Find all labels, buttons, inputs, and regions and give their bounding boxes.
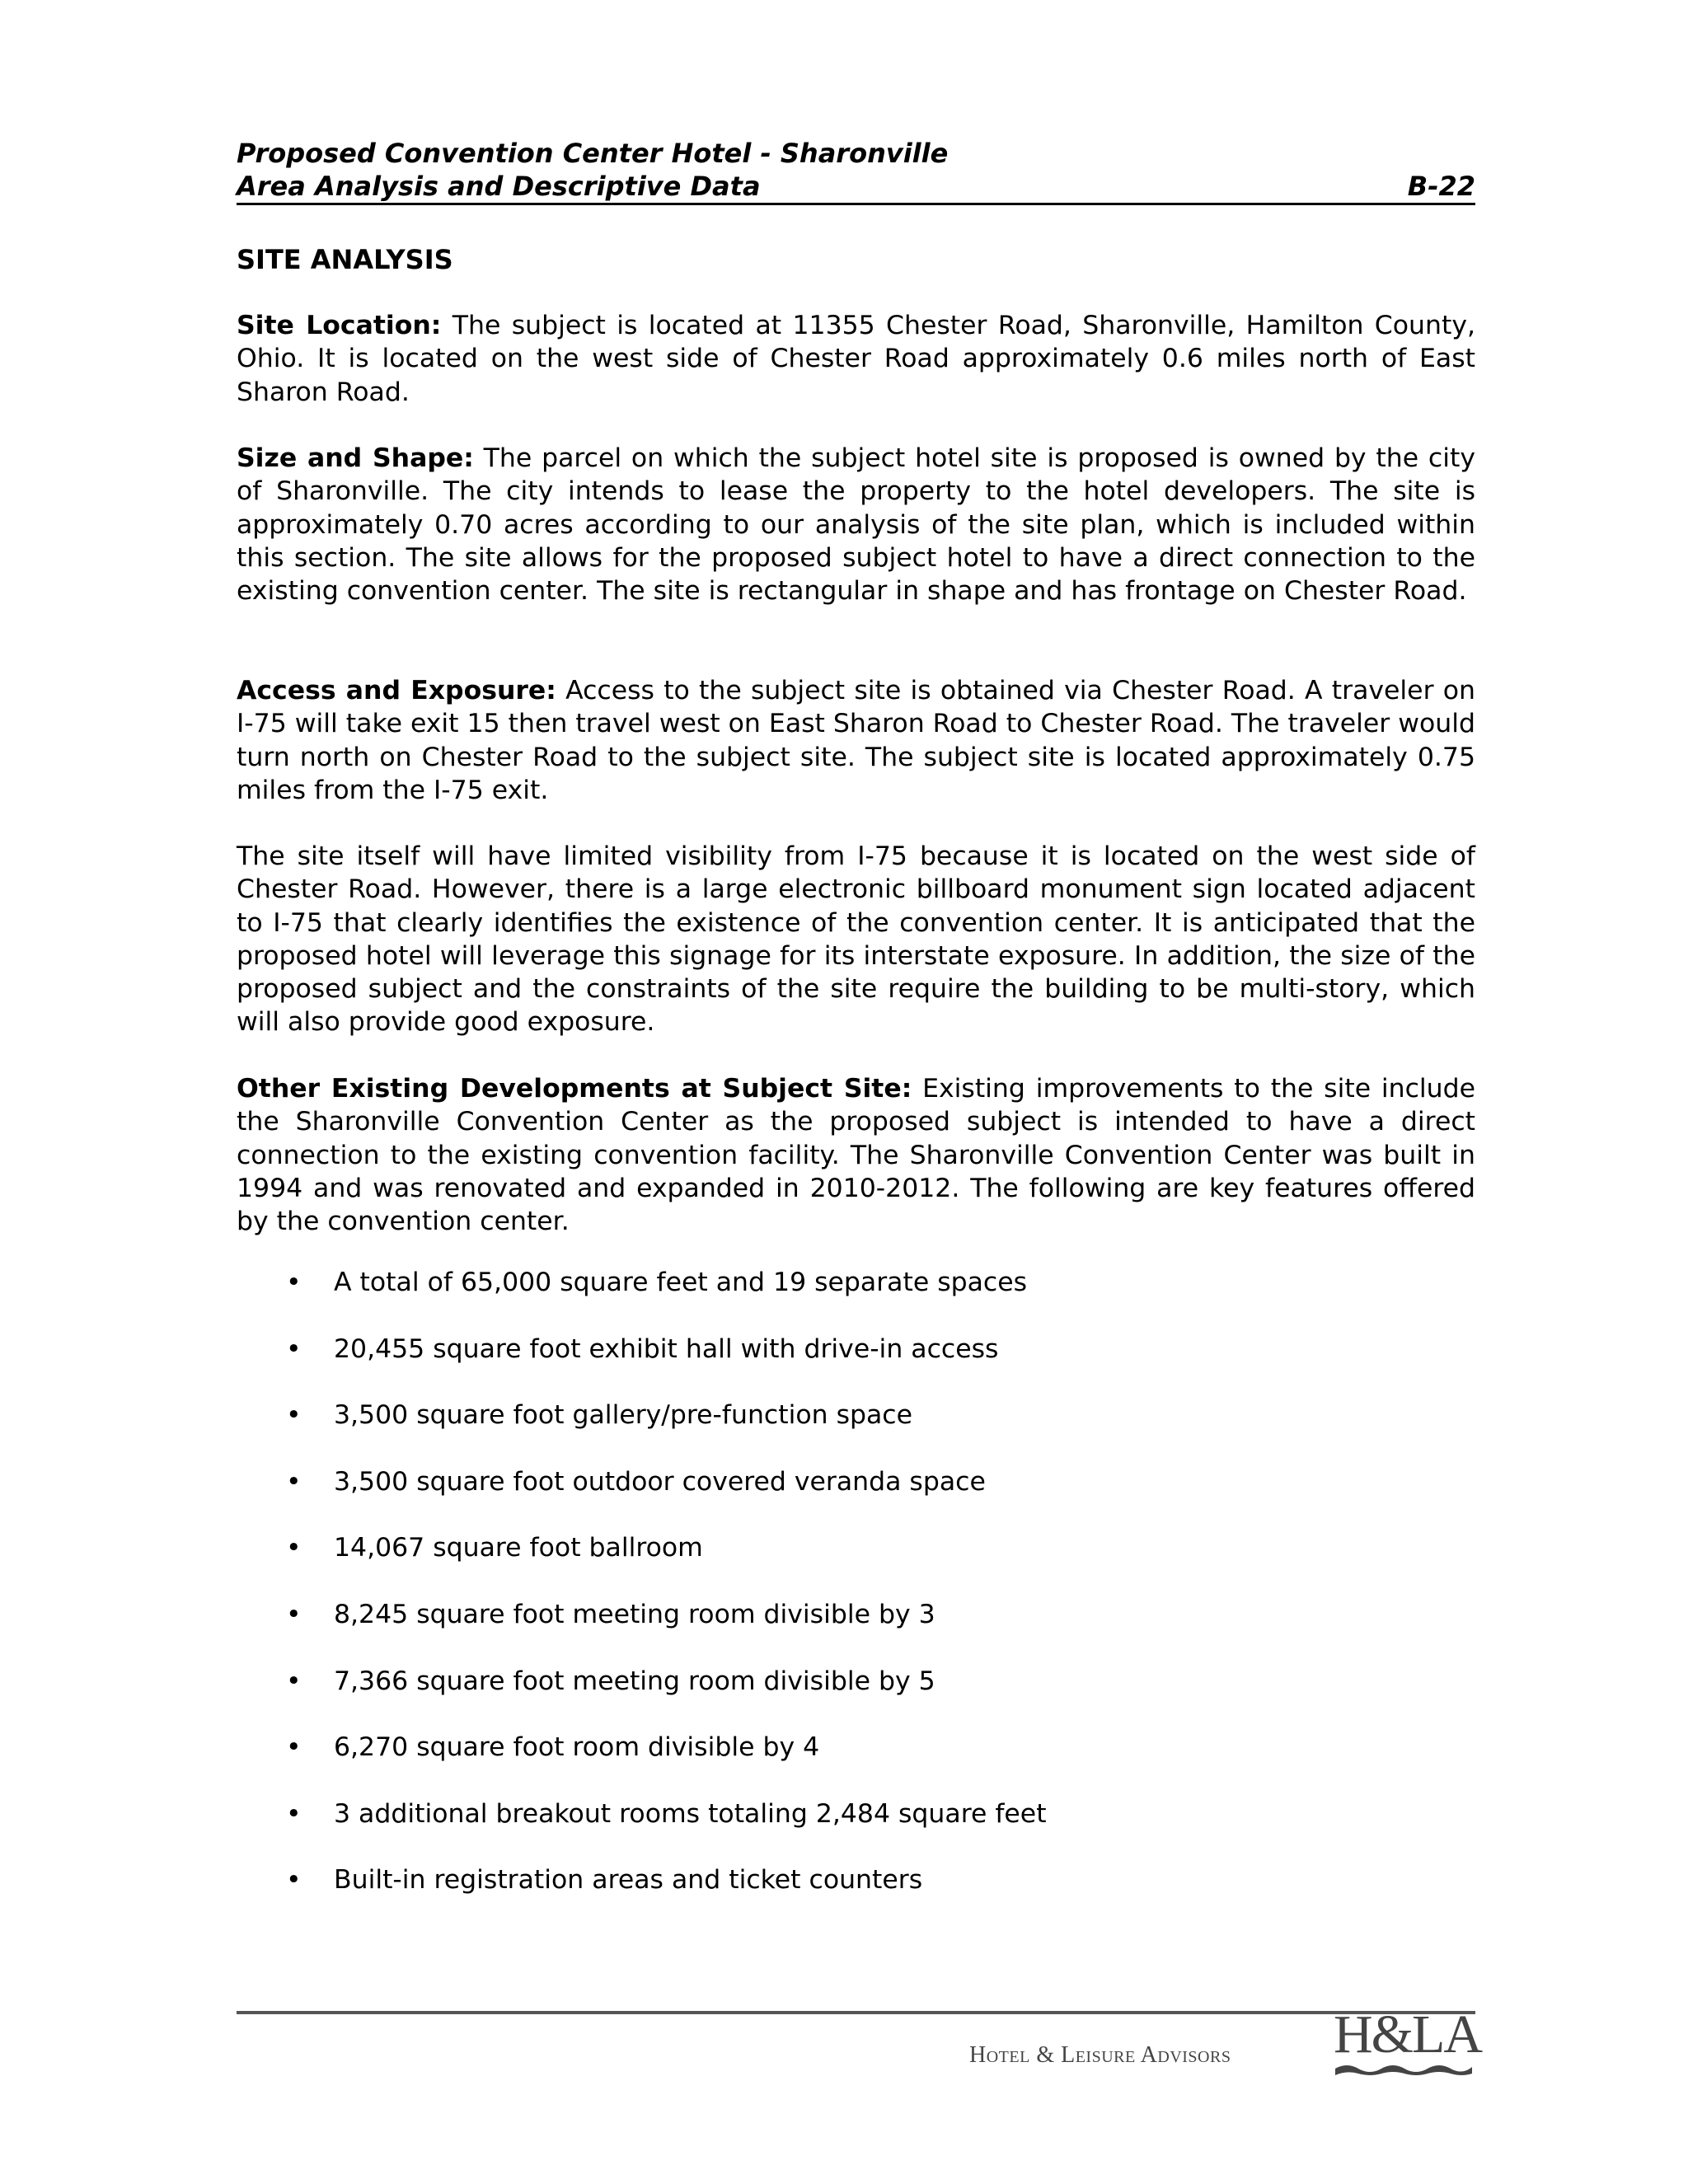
paragraph-label: Other Existing Developments at Subject Site:	[237, 1074, 912, 1104]
bullet-icon: •	[286, 1865, 302, 1896]
bullet-icon: •	[286, 1466, 302, 1497]
page-number: B-22	[1407, 171, 1475, 202]
list-item: • 8,245 square foot meeting room divisible by 3	[286, 1599, 935, 1629]
list-item: • 14,067 square foot ballroom	[286, 1533, 703, 1563]
wave-icon	[1334, 2064, 1474, 2079]
paragraph-label: Access and Exposure:	[237, 676, 556, 705]
bullet-icon: •	[286, 1599, 302, 1629]
paragraph-other-developments	[237, 1072, 1475, 1238]
header-title: Proposed Convention Center Hotel - Sharonville	[237, 138, 949, 169]
list-item: • 3 additional breakout rooms totaling 2,484 square feet	[286, 1798, 1047, 1829]
list-item: • 3,500 square foot outdoor covered veranda space	[286, 1466, 986, 1497]
paragraph-visibility	[237, 840, 1475, 1039]
bullet-icon: •	[286, 1533, 302, 1563]
company-logo	[1334, 2004, 1481, 2079]
paragraph-site-location	[237, 309, 1475, 409]
list-item: • 7,366 square foot meeting room divisible by 5	[286, 1666, 935, 1696]
footer-company-name: Hotel & Leisure Advisors	[969, 2042, 1231, 2068]
list-item: • 3,500 square foot gallery/pre-function space	[286, 1400, 912, 1431]
list-item: • Built-in registration areas and ticket counters	[286, 1865, 923, 1896]
paragraph-label: Size and Shape:	[237, 443, 474, 473]
paragraph-size-and-shape	[237, 442, 1475, 607]
header-subtitle: Area Analysis and Descriptive Data	[237, 171, 761, 202]
list-item: • 20,455 square foot exhibit hall with drive-in access	[286, 1333, 999, 1364]
features-list	[237, 1266, 1475, 1930]
paragraph-access-and-exposure	[237, 674, 1475, 807]
logo-text: H&LA	[1334, 2004, 1481, 2064]
list-item: • 6,270 square foot room divisible by 4	[286, 1732, 820, 1763]
section-title: SITE ANALYSIS	[237, 244, 453, 275]
paragraph-text: The parcel on which the subject hotel site is proposed is owned by the city of Sharonville. The city intends to lease the property to the hotel developers. The site is approximately 0.70 acres according to our analysis of the site plan, which is included within this section. The site allows for the proposed subject hotel to have a direct connection to the existing convention center. The site is rectangular in shape and has frontage on Chester Road.	[237, 443, 1475, 607]
paragraph-label: Site Location:	[237, 311, 442, 340]
list-item: • A total of 65,000 square feet and 19 separate spaces	[286, 1268, 1028, 1297]
bullet-icon: •	[286, 1268, 302, 1297]
bullet-icon: •	[286, 1400, 302, 1431]
bullet-icon: •	[286, 1666, 302, 1696]
paragraph-text: The site itself will have limited visibility from I-75 because it is located on the west side of Chester Road. However, there is a large electronic billboard monument sign located adjacent to I-75 that clearly identifies the existence of the convention center. It is anticipated that the proposed hotel will leverage this signage for its interstate exposure. In addition, the size of the proposed subject and the constraints of the site require the building to be multi-story, which will also provide good exposure.	[237, 841, 1475, 1038]
bullet-icon: •	[286, 1798, 302, 1829]
paragraph-text: Access to the subject site is obtained via Chester Road. A traveler on I-75 will take exit 15 then travel west on East Sharon Road to Chester Road. The traveler would turn north on Chester Road to the subject site. The subject site is located approximately 0.75 miles from the I-75 exit.	[237, 676, 1475, 805]
paragraph-text: Existing improvements to the site include the Sharonville Convention Center as the proposed subject is intended to have a direct connection to the existing convention facility. The Sharonville Convention Center was built in 1994 and was renovated and expanded in 2010-2012. The following are key features offered by the convention center.	[237, 1074, 1476, 1237]
bullet-icon: •	[286, 1333, 302, 1364]
bullet-icon: •	[286, 1732, 302, 1763]
paragraph-text: The subject is located at 11355 Chester Road, Sharonville, Hamilton County, Ohio. It is located on the west side of Chester Road approximately 0.6 miles north of East Sharon Road.	[237, 311, 1475, 407]
footer-divider	[237, 2011, 1475, 2014]
header-subtitle-row	[237, 170, 1475, 205]
